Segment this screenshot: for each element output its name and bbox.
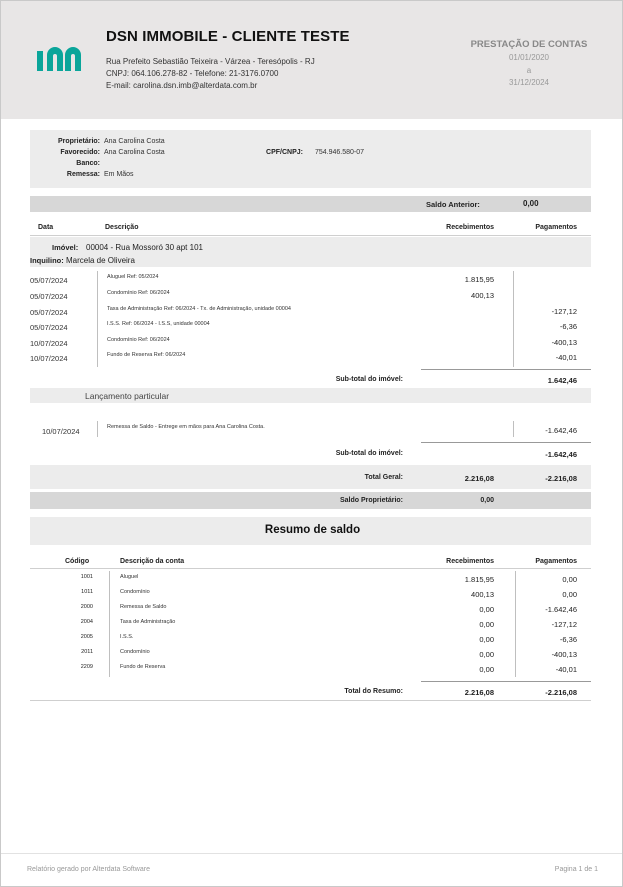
payee-name: Ana Carolina Costa bbox=[104, 149, 165, 156]
payee-label: Favorecido: bbox=[60, 149, 100, 156]
subtotal-payments: 1.642,46 bbox=[547, 376, 577, 385]
owner-balance-label: Saldo Proprietário: bbox=[339, 497, 403, 504]
summary-description: Condomínio bbox=[120, 589, 150, 595]
subtotal-divider bbox=[421, 369, 591, 370]
remittance-value: Em Mãos bbox=[104, 171, 134, 178]
summary-receipts: 400,13 bbox=[471, 590, 494, 599]
owner-balance-bar bbox=[30, 492, 591, 509]
summary-col-payments: Pagamentos bbox=[535, 558, 577, 565]
subtotal-label: Sub-total do imóvel: bbox=[335, 450, 403, 457]
row-payment: -127,12 bbox=[551, 307, 577, 316]
row-payment: -400,13 bbox=[551, 338, 577, 347]
summary-receipts: 0,00 bbox=[479, 620, 494, 629]
row-description: I.S.S. Ref: 06/2024 - I.S.S, unidade 00004 bbox=[107, 321, 210, 327]
summary-description: Fundo de Reserva bbox=[120, 664, 166, 670]
col-description: Descrição bbox=[105, 224, 139, 231]
col-receipts: Recebimentos bbox=[446, 224, 494, 231]
period-end: 31/12/2024 bbox=[508, 78, 550, 87]
summary-code: 2005 bbox=[80, 634, 93, 640]
owner-name: Ana Carolina Costa bbox=[104, 138, 165, 145]
row-date: 10/07/2024 bbox=[30, 354, 68, 363]
summary-title: Resumo de saldo bbox=[264, 524, 361, 536]
row-payment: -6,36 bbox=[559, 322, 577, 331]
header-divider bbox=[30, 235, 591, 236]
summary-total-receipts: 2.216,08 bbox=[464, 688, 494, 697]
summary-col-receipts: Recebimentos bbox=[446, 558, 494, 565]
row-receipt: 400,13 bbox=[471, 291, 494, 300]
summary-payments: 0,00 bbox=[562, 575, 577, 584]
summary-total-payments: -2.216,08 bbox=[545, 688, 577, 697]
row-date: 10/07/2024 bbox=[42, 427, 80, 436]
row-date: 05/07/2024 bbox=[30, 308, 68, 317]
summary-payments: -40,01 bbox=[555, 665, 577, 674]
bank-label: Banco: bbox=[76, 160, 100, 167]
subtotal-divider bbox=[421, 442, 591, 443]
company-logo-icon bbox=[37, 39, 87, 75]
remittance-label: Remessa: bbox=[66, 171, 100, 178]
col-payments: Pagamentos bbox=[535, 224, 577, 231]
row-description: Remessa de Saldo - Entrege em mãos para Ana Carolina Costa. bbox=[107, 424, 265, 430]
footer-page-number: Pagina 1 de 1 bbox=[554, 866, 598, 873]
summary-description: I.S.S. bbox=[120, 634, 134, 640]
summary-bottom-divider bbox=[30, 700, 591, 701]
summary-code: 2004 bbox=[80, 619, 93, 625]
property-block bbox=[30, 237, 591, 267]
period-start: 01/01/2020 bbox=[508, 53, 550, 62]
summary-divider-code bbox=[109, 571, 110, 677]
summary-code: 2000 bbox=[80, 604, 93, 610]
company-email: E-mail: carolina.dsn.imb@alterdata.com.br bbox=[106, 81, 258, 90]
col-date: Data bbox=[38, 224, 54, 231]
summary-receipts: 0,00 bbox=[479, 605, 494, 614]
cpf-value: 754.946.580-07 bbox=[315, 149, 365, 156]
company-cnpj-phone: CNPJ: 064.106.278-82 - Telefone: 21-3176.0700 bbox=[106, 69, 279, 78]
summary-header-divider bbox=[30, 568, 591, 569]
summary-receipts: 0,00 bbox=[479, 665, 494, 674]
row-receipt: 1.815,95 bbox=[464, 275, 494, 284]
summary-description: Remessa de Saldo bbox=[120, 604, 167, 610]
period-separator: a bbox=[526, 66, 532, 75]
summary-payments: -127,12 bbox=[551, 620, 577, 629]
row-description: Aluguel Ref: 05/2024 bbox=[107, 274, 159, 280]
row-date: 05/07/2024 bbox=[30, 276, 68, 285]
row-description: Condomínio Ref: 06/2024 bbox=[107, 337, 170, 343]
summary-payments: -6,36 bbox=[559, 635, 577, 644]
owner-label: Proprietário: bbox=[57, 138, 100, 145]
summary-code: 1001 bbox=[80, 574, 93, 580]
summary-code: 2209 bbox=[80, 664, 93, 670]
summary-code: 2011 bbox=[81, 649, 93, 655]
summary-code: 1011 bbox=[81, 589, 93, 595]
property-value: 00004 - Rua Mossoró 30 apt 101 bbox=[86, 243, 203, 252]
owner-balance-value: 0,00 bbox=[480, 497, 494, 504]
company-address: Rua Prefeito Sebastião Teixeira - Várzea - Teresópolis - RJ bbox=[106, 57, 315, 66]
company-name: DSN IMMOBILE - CLIENTE TESTE bbox=[106, 28, 350, 45]
tenant-value: Marcela de Oliveira bbox=[66, 256, 135, 265]
summary-col-code: Código bbox=[65, 558, 90, 565]
report-header bbox=[1, 1, 622, 119]
subtotal-payments: -1.642,46 bbox=[545, 450, 577, 459]
row-divider-date bbox=[97, 271, 98, 367]
summary-total-divider bbox=[421, 681, 591, 682]
row-date: 10/07/2024 bbox=[30, 339, 68, 348]
previous-balance-value: 0,00 bbox=[523, 199, 539, 208]
row-payment: -40,01 bbox=[555, 353, 577, 362]
private-entry-bar bbox=[30, 388, 591, 403]
summary-col-description: Descrição da conta bbox=[120, 558, 185, 565]
summary-payments: -1.642,46 bbox=[545, 605, 577, 614]
summary-description: Condomínio bbox=[120, 649, 150, 655]
row-divider-date bbox=[97, 421, 98, 437]
row-date: 05/07/2024 bbox=[30, 323, 68, 332]
previous-balance-bar bbox=[30, 196, 591, 212]
previous-balance-label: Saldo Anterior: bbox=[426, 200, 480, 209]
report-title: PRESTAÇÃO DE CONTAS bbox=[470, 39, 588, 50]
row-description: Condomínio Ref: 06/2024 bbox=[107, 290, 170, 296]
grand-total-bar bbox=[30, 465, 591, 489]
summary-payments: 0,00 bbox=[562, 590, 577, 599]
subtotal-label: Sub-total do imóvel: bbox=[335, 376, 403, 383]
row-date: 05/07/2024 bbox=[30, 292, 68, 301]
summary-description: Aluguel bbox=[120, 574, 139, 580]
summary-total-label: Total do Resumo: bbox=[344, 688, 403, 695]
row-description: Fundo de Reserva Ref: 06/2024 bbox=[107, 352, 186, 358]
summary-receipts: 0,00 bbox=[479, 650, 494, 659]
footer-generated-by: Relatório gerado por Alterdata Software bbox=[27, 866, 150, 873]
property-label: Imóvel: bbox=[52, 243, 79, 252]
cpf-label: CPF/CNPJ: bbox=[266, 149, 303, 156]
owner-info bbox=[30, 130, 591, 188]
row-payment: -1.642,46 bbox=[545, 426, 577, 435]
grand-total-payments: -2.216,08 bbox=[545, 474, 577, 483]
summary-receipts: 1.815,95 bbox=[464, 575, 494, 584]
tenant-label: Inquilino: bbox=[30, 256, 64, 265]
summary-receipts: 0,00 bbox=[479, 635, 494, 644]
grand-total-receipts: 2.216,08 bbox=[464, 474, 494, 483]
footer-divider bbox=[1, 853, 622, 854]
summary-payments: -400,13 bbox=[551, 650, 577, 659]
summary-description: Taxa de Administração bbox=[120, 619, 176, 625]
grand-total-label: Total Geral: bbox=[364, 474, 403, 481]
row-description: Taxa de Administração Ref: 06/2024 - Tx. de Administração, unidade 00004 bbox=[107, 306, 291, 312]
private-entry-title: Lançamento particular bbox=[85, 391, 170, 401]
